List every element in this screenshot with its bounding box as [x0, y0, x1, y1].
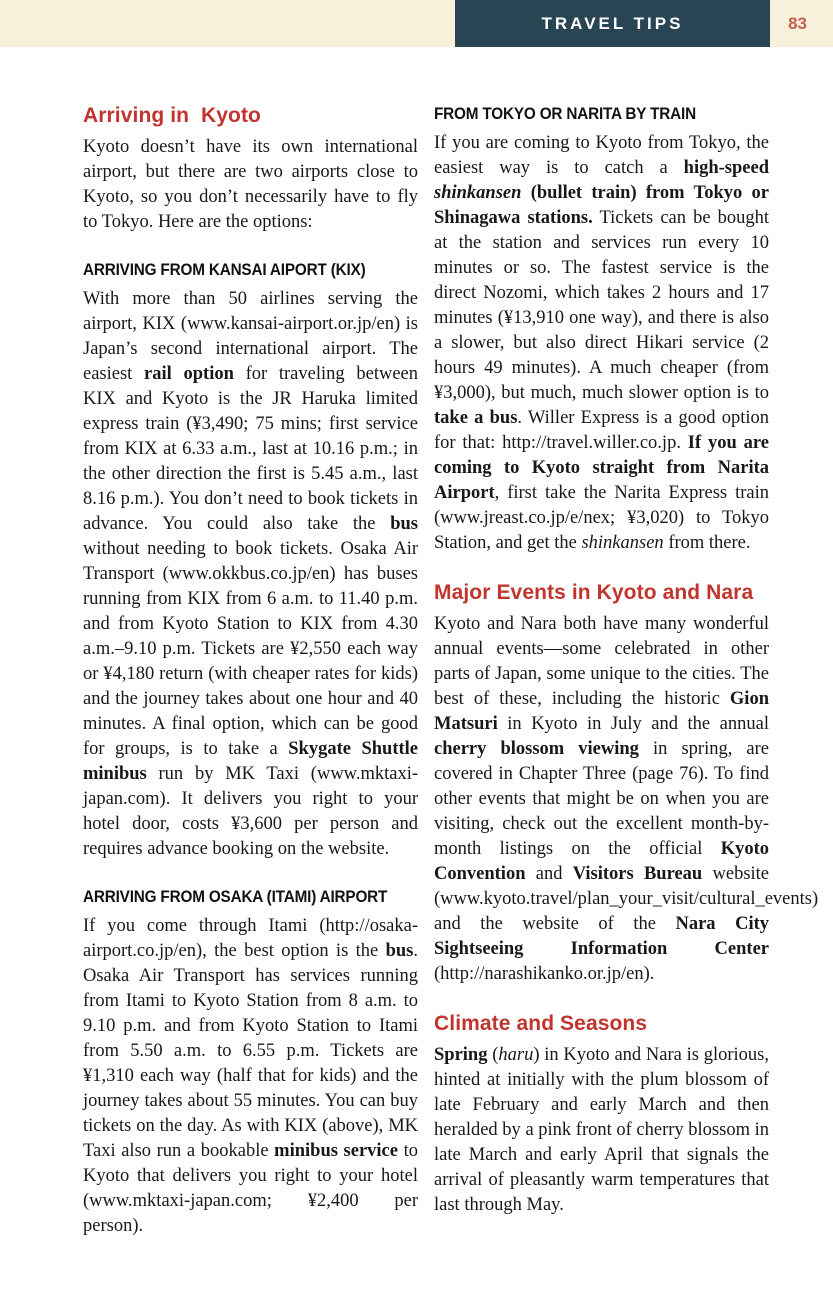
text-run: With more than 50 airlines serving the airport, KIX (www.kansai-airport.or.jp/en) is Japan’s second international airport. The easiest: [83, 289, 418, 384]
right-column: [434, 104, 819, 1239]
paragraph: [83, 287, 418, 862]
text-run: take a bus: [434, 408, 518, 428]
text-run: Tickets can be bought at the station and services run every 10 minutes or so. The fastest service is the direct Nozomi, which takes 2 hours and 17 minutes (¥13,910 one way), and there is also a slower, but also direct Hikari service (2 hours 49 minutes). A much cheaper (from ¥3,000), but much, much slower option is to: [434, 208, 769, 403]
text-run: Visitors Bureau: [572, 864, 703, 884]
text-run: shinkansen: [581, 533, 664, 553]
text-run: (http://narashikanko.or.jp/en).: [434, 964, 655, 984]
text-run: in Kyoto in July and the annual: [497, 714, 769, 734]
paragraph: [83, 135, 418, 235]
text-run: haru: [498, 1045, 534, 1065]
left-column: [83, 104, 418, 1239]
text-run: . Osaka Air Transport has services running from Itami to Kyoto Station from 8 a.m. to 9.10 p.m. and from Kyoto Station to Itami from 5.50 a.m. to 6.55 p.m. Tickets are ¥1,310 each way (half that for kids) and the journey takes about 55 minutes. You can buy tickets on the day. As with KIX (above), MK Taxi also run a bookable: [83, 941, 418, 1161]
text-run: bus: [385, 941, 414, 961]
text-run: in spring, are covered in Chapter Three (page 76). To find other events that might be on when you are visiting, check out the excellent month-by-month listings on the official: [434, 739, 769, 859]
paragraph: [434, 1043, 769, 1218]
section-subheading: ARRIVING FROM KANSAI AIPORT (KIX): [83, 260, 366, 279]
text-run: If you are coming to Kyoto from Tokyo, the easiest way is to catch a: [434, 133, 769, 178]
header-title-bar: [455, 0, 770, 47]
text-run: . Willer Express is a good option for that: http://travel.willer.co.jp.: [434, 408, 769, 453]
text-run: If you come through Itami (http://osaka-airport.co.jp/en), the best option is the: [83, 916, 418, 961]
section-subheading: FROM TOKYO OR NARITA BY TRAIN: [434, 104, 696, 123]
text-run: (: [487, 1045, 499, 1065]
text-run: Kyoto doesn’t have its own international airport, but there are two airports close to Kyoto, so you don’t necessarily have to fly to Tokyo. Here are the options:: [83, 137, 418, 232]
text-run: high-speed: [683, 158, 769, 178]
text-run: rail option: [144, 364, 234, 384]
section-heading: Climate and Seasons: [434, 1012, 648, 1035]
paragraph: [434, 131, 769, 556]
text-run: for traveling between KIX and Kyoto is the JR Haruka limited express train (¥3,490; 75 mins; first service from KIX at 6.33 a.m., last at 10.16 p.m.; in the other direction the first is 5.45 a.m., last 8.16 p.m.). You don’t need to book tickets in advance. You could also take the: [83, 364, 418, 534]
text-run: (bullet train) from Tokyo or Shinagawa stations.: [434, 183, 769, 228]
text-run: bus: [390, 514, 418, 534]
text-run: website (www.kyoto.travel/plan_your_visit/cultural_events) and the website of the: [434, 864, 819, 934]
text-run: Nara City Sightseeing Information Center: [434, 914, 769, 959]
section-heading: Major Events in Kyoto and Nara: [434, 581, 754, 604]
text-run: , first take the Narita Express train (www.jreast.co.jp/e/nex; ¥3,020) to Tokyo Station, and get the: [434, 483, 769, 553]
text-run: Gion Matsuri: [434, 689, 769, 734]
page-title: TRAVEL TIPS: [541, 13, 684, 33]
text-run: If you are coming to Kyoto straight from Narita Airport: [434, 433, 769, 503]
text-run: without needing to book tickets. Osaka Air Transport (www.okkbus.co.jp/en) has buses running from KIX from 6 a.m. to 11.40 p.m. and from Kyoto Station to KIX from 4.30 a.m.–9.10 p.m. Tickets are ¥2,550 each way or ¥4,180 return (with cheaper rates for kids) and the journey takes about one hour and 40 minutes. A final option, which can be good for groups, is to take a: [83, 539, 418, 759]
content-area: [0, 47, 833, 1279]
text-run: Kyoto and Nara both have many wonderful annual events—some celebrated in other parts of Japan, some unique to the cities. The best of these, including the historic: [434, 614, 769, 709]
section-subheading: ARRIVING FROM OSAKA (ITAMI) AIRPORT: [83, 887, 388, 906]
paragraph: [83, 914, 418, 1239]
text-run: shinkansen: [434, 183, 522, 203]
text-run: ) in Kyoto and Nara is glorious, hinted at initially with the plum blossom of late February and early March and then heralded by a pink front of cherry blossom in late March and early April that signals the arrival of pleasantly warm temperatures that last through May.: [434, 1045, 769, 1215]
text-run: from there.: [663, 533, 751, 553]
text-run: to Kyoto that delivers you right to your hotel (www.mktaxi-japan.com; ¥2,400 per person).: [83, 1141, 418, 1236]
text-run: cherry blossom viewing: [434, 739, 639, 759]
text-run: Kyoto Convention: [434, 839, 769, 884]
page-number: 83: [788, 13, 807, 33]
section-heading: Arriving in Kyoto: [83, 104, 261, 127]
text-run: Spring: [434, 1045, 488, 1065]
text-run: and: [525, 864, 573, 884]
text-run: run by MK Taxi (www.mktaxi-japan.com). It delivers you right to your hotel door, costs ¥3,600 per person and requires advance booking on the website.: [83, 764, 418, 859]
text-run: minibus service: [274, 1141, 398, 1161]
page-header: [0, 0, 833, 47]
text-run: Skygate Shuttle minibus: [83, 739, 418, 784]
paragraph: [434, 612, 819, 987]
